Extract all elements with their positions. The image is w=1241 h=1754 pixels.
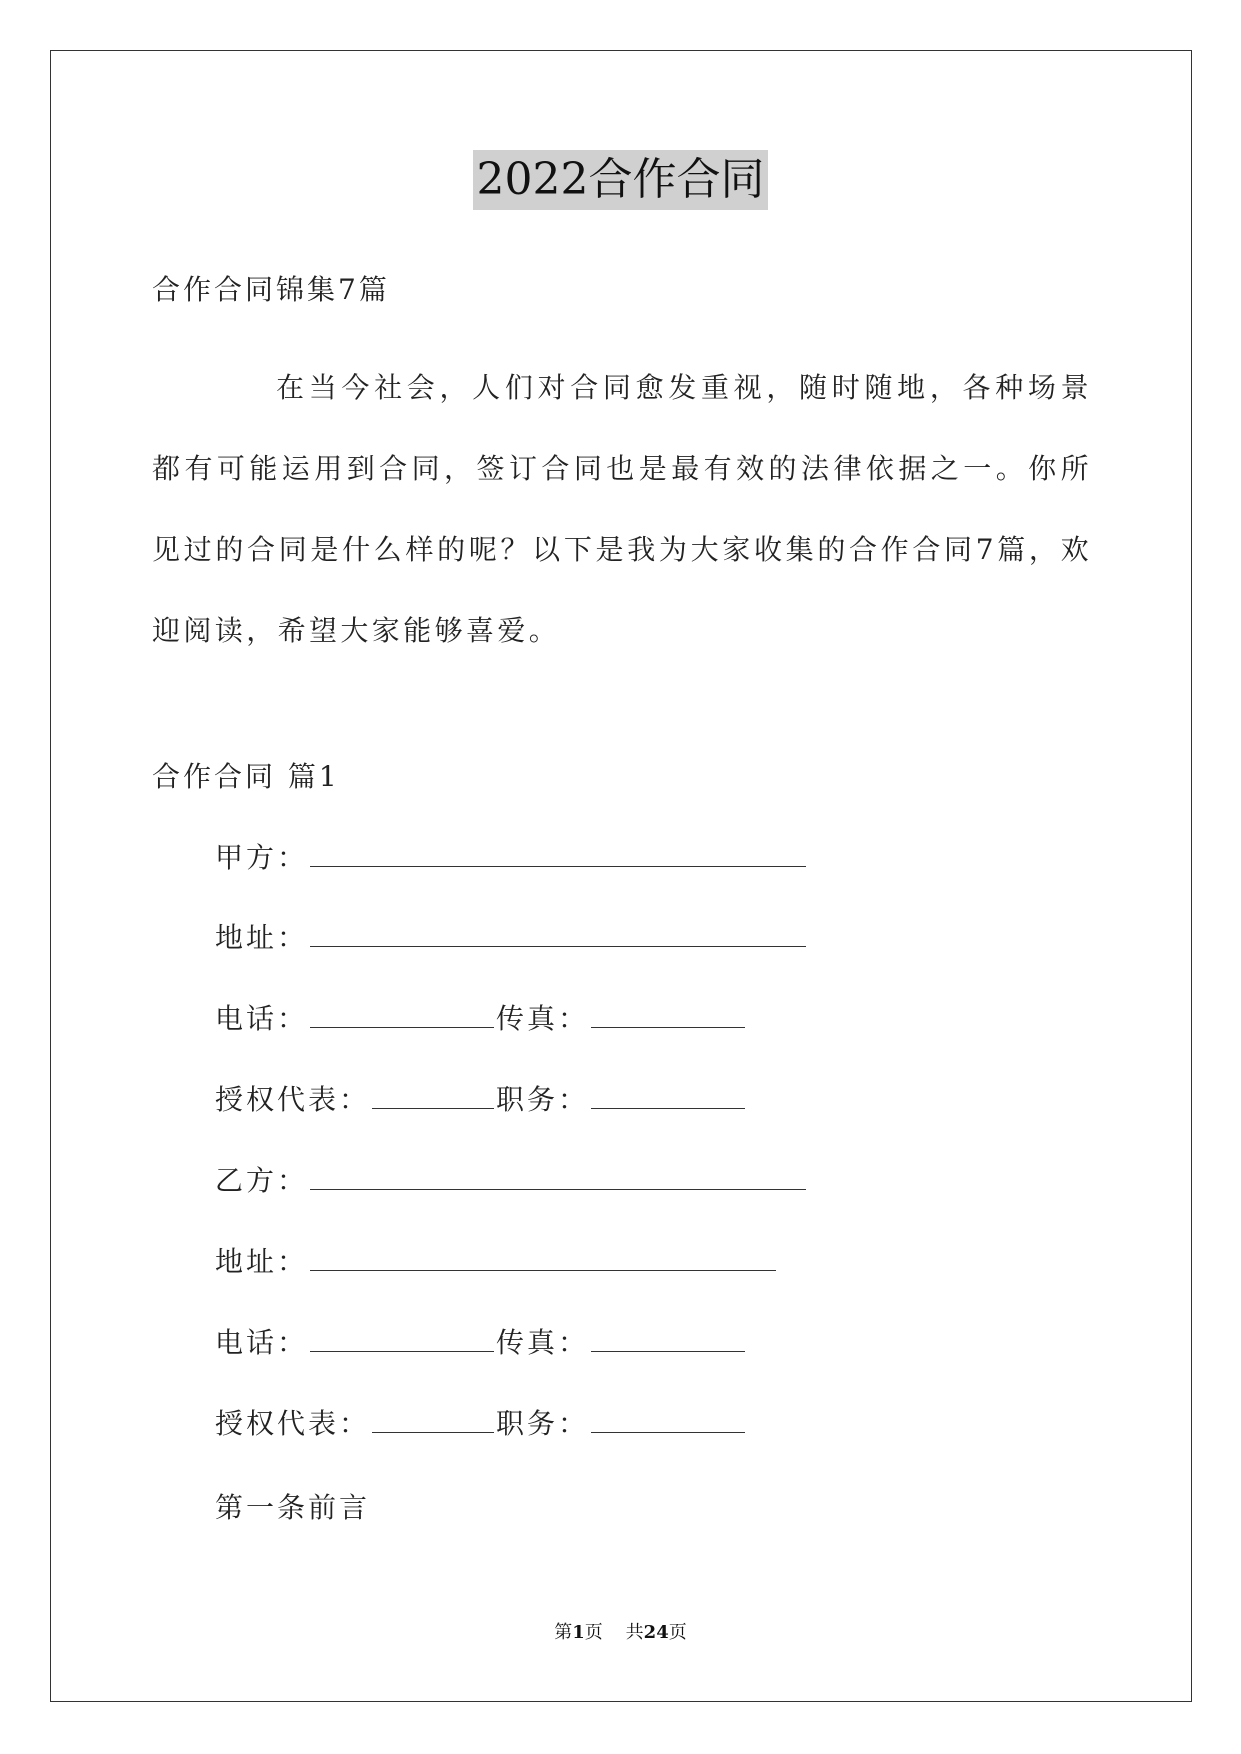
party-a-rep-field: [215, 1080, 747, 1120]
party-b-name-blank: [310, 1161, 806, 1190]
document-title: 2022合作合同: [473, 150, 769, 210]
party-a-position-label: 职务：: [496, 1083, 590, 1116]
footer-total-pages: 24: [643, 1622, 669, 1643]
party-b-phone-blank: [310, 1323, 494, 1352]
party-b-name-label: 乙方：: [215, 1164, 309, 1197]
party-a-name-label: 甲方：: [215, 841, 309, 874]
party-a-position-blank: [591, 1080, 745, 1109]
intro-paragraph: 在当今社会，人们对合同愈发重视，随时随地，各种场景都有可能运用到合同，签订合同也是最有效的法律依据之一。你所见过的合同是什么样的呢？以下是我为大家收集的合作合同7篇，欢迎阅读，希望大家能够喜爱。: [152, 371, 1092, 647]
party-b-phone-label: 电话：: [215, 1326, 309, 1359]
title-wrap: [0, 150, 1241, 210]
party-a-name-blank: [310, 838, 806, 867]
footer-current-page: 1: [572, 1622, 585, 1643]
party-b-position-label: 职务：: [496, 1407, 590, 1440]
party-a-address-label: 地址：: [215, 921, 309, 954]
party-a-address-blank: [310, 918, 806, 947]
party-a-phone-label: 电话：: [215, 1002, 309, 1035]
party-b-rep-blank: [372, 1404, 494, 1433]
party-b-fax-label: 传真：: [496, 1326, 590, 1359]
party-a-fax-blank: [591, 999, 745, 1028]
party-b-contact-field: [215, 1323, 747, 1363]
party-a-name-field: [215, 838, 808, 878]
party-a-phone-blank: [310, 999, 494, 1028]
party-b-name-field: [215, 1161, 808, 1201]
party-a-contact-field: [215, 999, 747, 1039]
footer-total-prefix: 共: [625, 1622, 644, 1643]
footer-total-unit: 页: [668, 1622, 687, 1643]
party-a-address-field: [215, 918, 808, 958]
party-b-address-blank: [310, 1242, 776, 1271]
page-footer: [0, 1620, 1241, 1646]
section-heading: 合作合同 篇1: [152, 760, 340, 793]
document-subtitle: 合作合同锦集7篇: [152, 273, 390, 306]
article-1-heading: 第一条前言: [215, 1491, 371, 1524]
party-b-fax-blank: [591, 1323, 745, 1352]
party-b-position-blank: [591, 1404, 745, 1433]
party-b-address-field: [215, 1242, 778, 1282]
party-a-fax-label: 传真：: [496, 1002, 590, 1035]
party-b-rep-label: 授权代表：: [215, 1407, 371, 1440]
party-a-rep-label: 授权代表：: [215, 1083, 371, 1116]
footer-prefix: 第: [554, 1622, 573, 1643]
party-b-address-label: 地址：: [215, 1245, 309, 1278]
party-a-rep-blank: [372, 1080, 494, 1109]
party-b-rep-field: [215, 1404, 747, 1444]
footer-page-unit: 页: [584, 1622, 603, 1643]
